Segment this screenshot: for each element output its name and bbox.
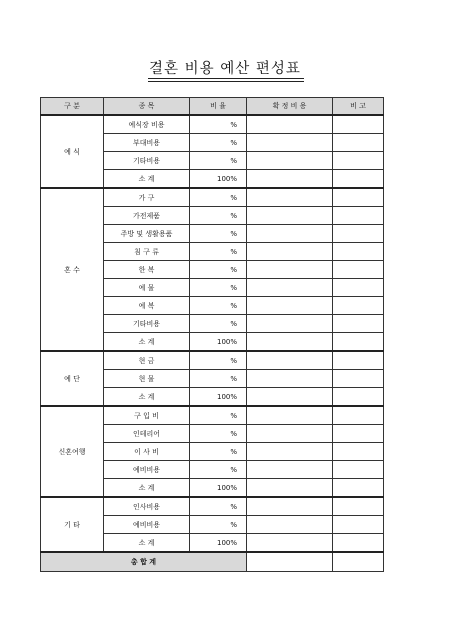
item-cell: 현 금	[104, 351, 190, 370]
confirmed-cost-cell[interactable]	[247, 243, 333, 261]
ratio-cell[interactable]: %	[190, 152, 247, 170]
document-title: 결혼 비용 예산 편성표	[149, 61, 301, 77]
ratio-cell[interactable]: %	[190, 243, 247, 261]
ratio-cell[interactable]: %	[190, 443, 247, 461]
note-cell[interactable]	[333, 279, 384, 297]
confirmed-cost-cell[interactable]	[247, 333, 333, 352]
note-cell[interactable]	[333, 170, 384, 189]
item-cell: 이 사 비	[104, 443, 190, 461]
item-cell: 소 계	[104, 534, 190, 553]
total-row	[41, 552, 384, 572]
ratio-cell[interactable]: 100%	[190, 170, 247, 189]
confirmed-cost-cell[interactable]	[247, 534, 333, 553]
ratio-cell[interactable]: 100%	[190, 534, 247, 553]
note-cell[interactable]	[333, 297, 384, 315]
ratio-cell[interactable]: %	[190, 406, 247, 425]
item-cell: 기타비용	[104, 152, 190, 170]
note-cell[interactable]	[333, 351, 384, 370]
confirmed-cost-cell[interactable]	[247, 152, 333, 170]
item-cell: 부대비용	[104, 134, 190, 152]
ratio-cell[interactable]: %	[190, 207, 247, 225]
ratio-cell[interactable]: %	[190, 516, 247, 534]
confirmed-cost-cell[interactable]	[247, 443, 333, 461]
note-cell[interactable]	[333, 479, 384, 498]
note-cell[interactable]	[333, 188, 384, 207]
table-row	[41, 115, 384, 134]
category-cell: 신혼여행	[41, 406, 104, 497]
ratio-cell[interactable]: 100%	[190, 333, 247, 352]
note-cell[interactable]	[333, 134, 384, 152]
ratio-cell[interactable]: %	[190, 425, 247, 443]
header-confirmed-cost: 확 정 비 용	[247, 98, 333, 116]
ratio-cell[interactable]: %	[190, 297, 247, 315]
confirmed-cost-cell[interactable]	[247, 115, 333, 134]
item-cell: 침 구 류	[104, 243, 190, 261]
item-cell: 인사비용	[104, 497, 190, 516]
note-cell[interactable]	[333, 443, 384, 461]
confirmed-cost-cell[interactable]	[247, 351, 333, 370]
note-cell[interactable]	[333, 461, 384, 479]
confirmed-cost-cell[interactable]	[247, 279, 333, 297]
ratio-cell[interactable]: %	[190, 461, 247, 479]
item-cell: 주방 및 생활용품	[104, 225, 190, 243]
category-cell: 예 식	[41, 115, 104, 188]
item-cell: 소 계	[104, 479, 190, 498]
note-cell[interactable]	[333, 388, 384, 407]
ratio-cell[interactable]: %	[190, 315, 247, 333]
note-cell[interactable]	[333, 534, 384, 553]
ratio-cell[interactable]: %	[190, 351, 247, 370]
note-cell[interactable]	[333, 315, 384, 333]
ratio-cell[interactable]: 100%	[190, 479, 247, 498]
confirmed-cost-cell[interactable]	[247, 315, 333, 333]
table-row	[41, 497, 384, 516]
confirmed-cost-cell[interactable]	[247, 188, 333, 207]
header-note: 비 고	[333, 98, 384, 116]
item-cell: 인테리어	[104, 425, 190, 443]
total-note-cell[interactable]	[333, 552, 384, 572]
ratio-cell[interactable]: %	[190, 497, 247, 516]
header-item: 종 목	[104, 98, 190, 116]
confirmed-cost-cell[interactable]	[247, 425, 333, 443]
item-cell: 소 계	[104, 388, 190, 407]
table-row	[41, 351, 384, 370]
header-ratio: 비 율	[190, 98, 247, 116]
note-cell[interactable]	[333, 225, 384, 243]
confirmed-cost-cell[interactable]	[247, 207, 333, 225]
ratio-cell[interactable]: %	[190, 370, 247, 388]
note-cell[interactable]	[333, 115, 384, 134]
note-cell[interactable]	[333, 406, 384, 425]
confirmed-cost-cell[interactable]	[247, 297, 333, 315]
item-cell: 가 구	[104, 188, 190, 207]
header-category: 구 분	[41, 98, 104, 116]
ratio-cell[interactable]: %	[190, 188, 247, 207]
ratio-cell[interactable]: %	[190, 134, 247, 152]
confirmed-cost-cell[interactable]	[247, 479, 333, 498]
category-cell: 기 타	[41, 497, 104, 552]
item-cell: 소 계	[104, 333, 190, 352]
note-cell[interactable]	[333, 207, 384, 225]
item-cell: 예 복	[104, 297, 190, 315]
note-cell[interactable]	[333, 152, 384, 170]
ratio-cell[interactable]: 100%	[190, 388, 247, 407]
budget-table	[40, 97, 384, 572]
ratio-cell[interactable]: %	[190, 279, 247, 297]
item-cell: 한 복	[104, 261, 190, 279]
confirmed-cost-cell[interactable]	[247, 370, 333, 388]
note-cell[interactable]	[333, 516, 384, 534]
total-label: 총 합 계	[41, 552, 247, 572]
item-cell: 예 물	[104, 279, 190, 297]
item-cell: 예식장 비용	[104, 115, 190, 134]
item-cell: 예비비용	[104, 461, 190, 479]
note-cell[interactable]	[333, 497, 384, 516]
item-cell: 구 입 비	[104, 406, 190, 425]
confirmed-cost-cell[interactable]	[247, 461, 333, 479]
confirmed-cost-cell[interactable]	[247, 261, 333, 279]
note-cell[interactable]	[333, 425, 384, 443]
table-body	[41, 115, 384, 572]
item-cell: 현 물	[104, 370, 190, 388]
confirmed-cost-cell[interactable]	[247, 388, 333, 407]
ratio-cell[interactable]: %	[190, 115, 247, 134]
note-cell[interactable]	[333, 261, 384, 279]
ratio-cell[interactable]: %	[190, 225, 247, 243]
table-row	[41, 188, 384, 207]
confirmed-cost-cell[interactable]	[247, 497, 333, 516]
note-cell[interactable]	[333, 333, 384, 352]
header-row	[41, 98, 384, 116]
confirmed-cost-cell[interactable]	[247, 516, 333, 534]
category-cell: 예 단	[41, 351, 104, 406]
table-row	[41, 406, 384, 425]
confirmed-cost-cell[interactable]	[247, 406, 333, 425]
item-cell: 소 계	[104, 170, 190, 189]
title-underline	[148, 78, 304, 82]
confirmed-cost-cell[interactable]	[247, 134, 333, 152]
confirmed-cost-cell[interactable]	[247, 170, 333, 189]
note-cell[interactable]	[333, 370, 384, 388]
item-cell: 기타비용	[104, 315, 190, 333]
note-cell[interactable]	[333, 243, 384, 261]
item-cell: 예비비용	[104, 516, 190, 534]
confirmed-cost-cell[interactable]	[247, 225, 333, 243]
item-cell: 가전제품	[104, 207, 190, 225]
total-confirmed-cost-cell[interactable]	[247, 552, 333, 572]
ratio-cell[interactable]: %	[190, 261, 247, 279]
category-cell: 혼 수	[41, 188, 104, 351]
